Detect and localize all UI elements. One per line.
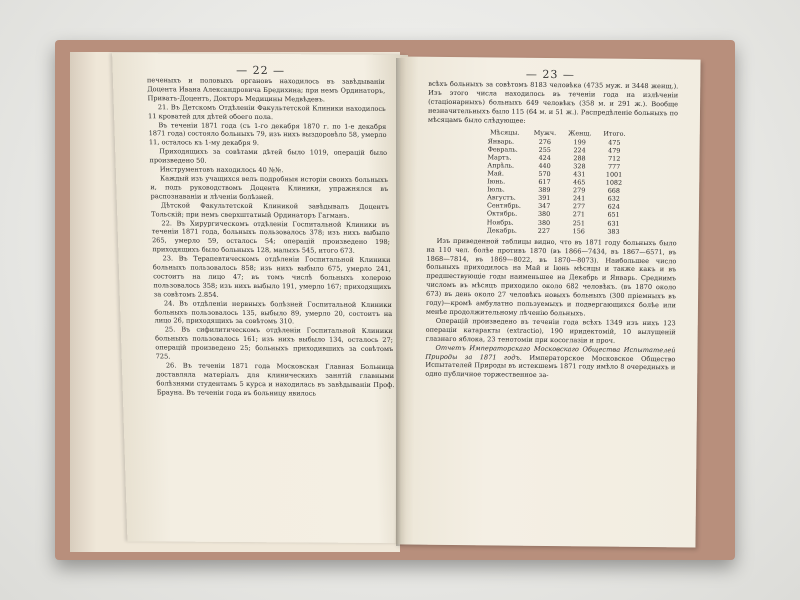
left-paragraph: 26. Въ теченіи 1871 года Московская Главная Больница доставляла матеріалъ для клиническихъ занятій главными болѣзнями студентамъ 5 курса и находилась въ завѣдываніи Проф. Брауна. Въ теченіи года въ больницу явилось	[156, 361, 395, 398]
report-text: Императорское Московское Общество Испытателей Природы въ истекшемъ 1871 году имѣло 8 очередныхъ и одно публичное торжественное за-	[425, 353, 676, 380]
value-cell: 156	[572, 226, 585, 236]
value-cell: 777	[607, 162, 621, 171]
left-page	[112, 53, 423, 543]
month-cell: Ноябрь.	[486, 217, 514, 227]
monthly-patients-table	[481, 128, 632, 236]
value-cell: 465	[573, 178, 586, 187]
value-cell: 380	[537, 210, 551, 219]
table-header: Женщ.	[568, 128, 592, 137]
left-paragraph: 25. Въ сифилитическомъ отдѣленіи Госпитальной Клиники больныхъ пользовалось 161; изъ нихъ выбыло 134, осталось 27; операцій произведено 25; больныхъ приходившихъ за совѣтомъ 725.	[154, 325, 394, 361]
value-cell: 288	[573, 154, 586, 163]
right-page-number: — 23 —	[525, 67, 575, 82]
right-paragraph: Операцій произведено въ теченіи года всѣхъ 1349 изъ нихъ 123 операціи катаракты (extractio), 190 иридектомій, 10 вылущеній глазнаго яблока, 23 тенотоміи при косоглазіи и проч.	[425, 316, 676, 345]
month-cell: Августъ.	[487, 193, 516, 202]
month-cell: Декабрь.	[486, 226, 518, 235]
value-cell: 389	[538, 186, 551, 195]
left-paragraph: 23. Въ Терапевтическомъ отдѣленіи Госпитальной Клиники больныхъ пользовалось 858; изъ нихъ выбыло 675, умерло 241, состоитъ на лицо 47; въ томъ числѣ больныхъ холерою пользовалось 358; изъ нихъ выбыло 191, умерло 167; приходящихъ за совѣтомъ 2.854.	[152, 254, 392, 299]
month-cell: Іюнь.	[487, 177, 506, 186]
value-cell: 617	[538, 177, 551, 187]
right-page-text	[397, 79, 700, 381]
left-paragraph: Въ теченіи 1871 года (съ 1-го декабря 1870 г. по 1-е декабря 1871 года) состояло больныхъ 79, изъ нихъ выздоровѣло 58, умерло 11, осталось къ 1-му декабря 9.	[148, 120, 387, 148]
left-paragraph: 24. Въ отдѣленіи нервныхъ болѣзней Госпитальной Клиники больныхъ пользовалось 135, выбыло 89, умерло 20, состоитъ на лицо 26, приходящихъ за совѣтомъ 310.	[154, 299, 393, 326]
value-cell: 199	[573, 137, 586, 147]
value-cell: 440	[538, 161, 551, 170]
value-cell: 241	[572, 194, 586, 203]
value-cell: 424	[538, 153, 551, 162]
book-gutter	[396, 58, 406, 546]
value-cell: 431	[573, 170, 586, 179]
value-cell: 712	[608, 154, 621, 163]
value-cell: 570	[538, 169, 551, 179]
value-cell: 271	[572, 210, 586, 219]
left-paragraph: Приходящихъ за совѣтами дѣтей было 1019, операцій было произведено 50.	[149, 147, 388, 165]
month-cell: Апрѣль.	[487, 161, 515, 170]
value-cell: 624	[607, 202, 620, 212]
left-paragraph: Инструментовъ находилось 40 №№.	[159, 165, 284, 175]
left-page-text	[113, 76, 419, 399]
month-cell: Январь.	[487, 136, 515, 146]
left-paragraph: 21. Въ Детскомъ Отдѣленіи Факультетской Клиники находилось 11 кроватей для дѣтей обоего пола.	[147, 102, 386, 121]
left-page-number: — 22 —	[235, 63, 286, 78]
value-cell: 347	[538, 202, 551, 211]
value-cell: 632	[607, 194, 620, 204]
value-cell: 328	[573, 162, 586, 171]
left-paragraph: Дѣтской Факультетской Клиникой завѣдывалъ Доцентъ Тольскій; при немъ сверхштатный Ординаторъ Гагманъ.	[151, 201, 389, 220]
value-cell: 631	[607, 219, 620, 228]
month-cell: Май.	[487, 169, 505, 178]
value-cell: 276	[538, 137, 552, 146]
value-cell: 651	[607, 211, 620, 220]
table-header: Итого.	[603, 129, 626, 138]
value-cell: 383	[607, 227, 620, 236]
value-cell: 277	[572, 202, 586, 211]
month-cell: Мартъ.	[487, 153, 512, 162]
value-cell: 380	[537, 218, 551, 227]
value-cell: 224	[573, 145, 586, 155]
value-cell: 279	[573, 186, 586, 195]
report-paragraph	[425, 343, 675, 381]
month-cell: Сентябрь.	[486, 201, 521, 211]
value-cell: 1001	[605, 170, 623, 179]
value-cell: 391	[538, 194, 551, 203]
right-paragraph: Изъ приведенной таблицы видно, что въ 1871 году больныхъ было на 110 чел. болѣе противъ 1870 (въ 1866—7434, въ 1867—6571, въ 1868—7814, въ 1869—8022, въ 1870—8073). Наибольшее число больныхъ приходилось на Май и Іюнь мѣсяцы и также какъ и въ предшествующіе годы наименьшее на Декабрь и Январь. Среднимъ числомъ въ мѣсяцъ приходило около 682 человѣкъ. (въ 1870 около 673) въ день около 27 человѣкъ новыхъ больныхъ (300 пріемныхъ въ году)—кромѣ амбулатно пользуемыхъ и подвергающихся болѣе или менѣе продолжительному лѣченію больныхъ.	[425, 236, 677, 318]
right-page	[395, 56, 700, 547]
value-cell: 1082	[605, 178, 623, 187]
table-header: Мужч.	[533, 128, 557, 137]
month-cell: Февраль.	[487, 145, 518, 154]
value-cell: 475	[608, 138, 621, 147]
left-paragraph: 22. Въ Хирургическомъ отдѣленіи Госпитальной Клиники въ теченіи 1871 года, больныхъ пользовалось 378; изъ нихъ выбыло 265, умерло 59, осталось 54; операцій произведено 198; приходящихъ было больныхъ 128, малыхъ 545, итого 673.	[151, 218, 391, 255]
table-row	[481, 226, 631, 236]
month-cell: Іюль.	[487, 185, 505, 194]
table-header: Мѣсяцы.	[490, 127, 520, 137]
value-cell: 668	[607, 186, 621, 195]
right-paragraph: всѣхъ больныхъ за совѣтомъ 8183 человѣка (4735 муж. и 3448 женщ.). Изъ этого числа находилось въ теченіи года на излѣченіи (стаціонарныхъ) больныхъ 649 человѣкъ (358 м. и 291 ж.). Вообще незначительныхъ было 115 (64 м. и 51 ж.). Распредѣленіе больныхъ по мѣсяцамъ было слѣдующее:	[427, 79, 679, 125]
value-cell: 479	[608, 146, 621, 155]
report-title: Отчетъ Императорскаго Московскаго Общества Испытателей Природы за 1871 годъ.	[425, 343, 676, 362]
value-cell: 255	[538, 145, 551, 154]
month-cell: Октябрь.	[486, 209, 518, 219]
value-cell: 227	[537, 226, 551, 235]
left-paragraph: Каждый изъ учащихся велъ подробныя исторіи своихъ больныхъ и, подъ руководствомъ Доцента Клиники, упражнялся въ распознаваніи и лѣченіи болѣзней.	[150, 174, 389, 201]
value-cell: 251	[572, 218, 585, 227]
left-paragraph: печеныхъ и половыхъ органовъ находилось въ завѣдываніи Доцента Ивана Александровича Бредихина; при немъ Ординаторъ, Приватъ-Доцентъ, Докторъ Медицины Медвѣдевъ.	[146, 76, 386, 104]
